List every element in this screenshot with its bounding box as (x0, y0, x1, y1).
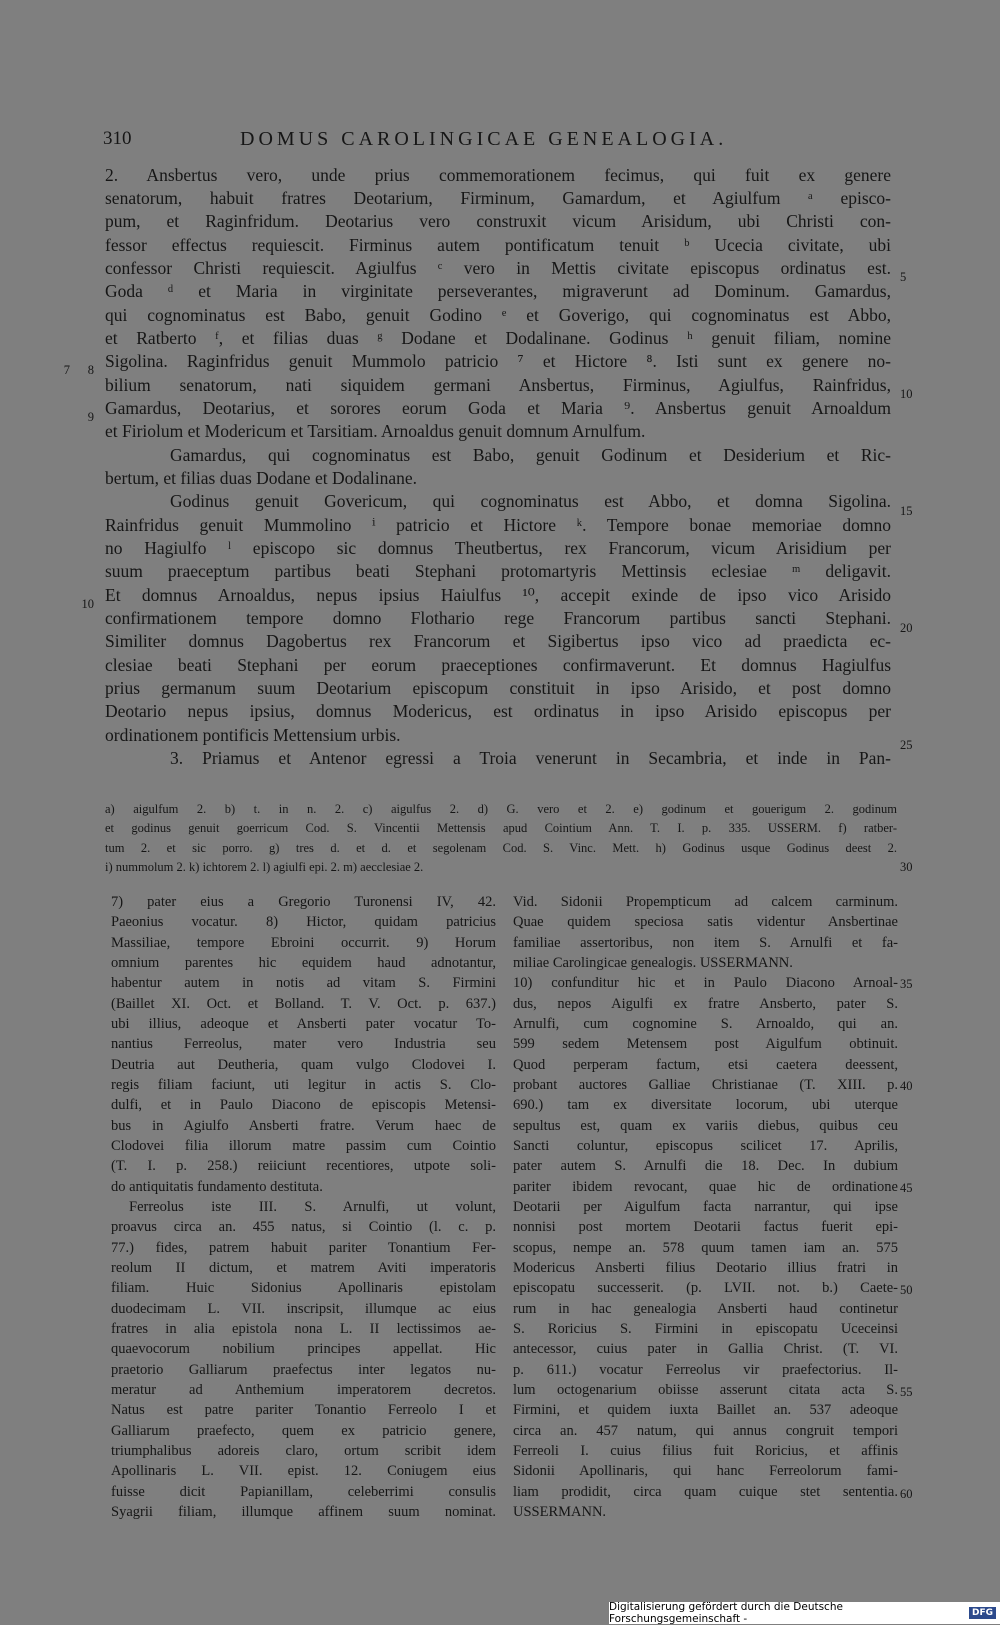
line-number: 50 (900, 1283, 913, 1297)
note-line: nonnisi post mortem Deotarii factus fuerit epi- (513, 1219, 898, 1235)
note-line: proavus circa an. 455 natus, si Cointio (l. c. p. (111, 1219, 496, 1235)
main-text-line: senatorum, habuit fratres Deotarium, Firminum, Gamardum, et Agiulfum ᵃ episco- (105, 188, 891, 208)
note-line: duodecimam L. VII. inscripsit, illumque ac eius (111, 1301, 496, 1317)
line-number: 45 (900, 1181, 913, 1195)
main-text-line: et Ratberto ᶠ, et filias duas ᵍ Dodane et Dodalinane. Godinus ʰ genuit filiam, nomine (105, 328, 891, 348)
running-title: DOMUS CAROLINGICAE GENEALOGIA. (240, 128, 728, 150)
note-line: probant auctores Galliae Christianae (T. XIII. p. (513, 1077, 898, 1093)
note-line: S. Roricius S. Firmini in episcopatu Uceceinsi (513, 1321, 898, 1337)
note-line: Galliarum praefecto, quem ex patricio genere, (111, 1423, 496, 1439)
line-number: 30 (900, 860, 913, 874)
note-line: bus in Agiulfo Ansberti fratre. Verum haec de (111, 1118, 496, 1134)
digitization-credit-banner (609, 1602, 1000, 1624)
main-text-line: Gamardus, qui cognominatus est Babo, genuit Godinum et Desiderium et Ric- (170, 445, 891, 465)
note-line: praetorio Galliarum praefectus inter legatos nu- (111, 1362, 496, 1378)
note-line: 599 sedem Metensem post Aigulfum obtinuit. (513, 1036, 898, 1052)
main-text-line: no Hagiulfo ˡ episcopo sic domnus Theutbertus, rex Francorum, vicum Arisidium per (105, 538, 891, 558)
main-text-line: fessor effectus requiescit. Firminus autem pontificatum tenuit ᵇ Ucecia civitate, ubi (105, 235, 891, 255)
note-line: p. 611.) vocatur Ferreolus vir praefectorius. Il- (513, 1362, 898, 1378)
note-line: Clodovei filia illorum matre passim cum Cointio (111, 1138, 496, 1154)
note-line: 7) pater eius a Gregorio Turonensi IV, 42. (111, 894, 496, 910)
line-number: 55 (900, 1385, 913, 1399)
note-line: Arnulfi, cum cognomine S. Arnoaldo, qui an. (513, 1016, 898, 1032)
note-line: Ferreoli I. cuius filius fuit Roricius, et affinis (513, 1443, 898, 1459)
main-text-line: et Firiolum et Modericum et Tarsitiam. Arnoaldus genuit domnum Arnulfum. (105, 421, 646, 441)
note-line: nantius Ferreolus, mater vero Industria seu (111, 1036, 496, 1052)
note-line: pater autem S. Arnulfi die 18. Dec. In dubium (513, 1158, 898, 1174)
note-line: Modericus Ansberti filius Deotario illius fratri in (513, 1260, 898, 1276)
note-line: familiae assertoribus, non item S. Arnulfi et fa- (513, 935, 898, 951)
main-text-line: ordinationem pontificis Mettensium urbis. (105, 725, 401, 745)
apparatus-line: i) nummolum 2. k) ichtorem 2. l) agiulfi epi. 2. m) aecclesiae 2. (105, 860, 424, 874)
note-line: sepultus est, quam ex variis diebus, quibus ceu (513, 1118, 898, 1134)
note-line: episcopatu successerit. (p. LVII. not. b.) Caete- (513, 1280, 898, 1296)
main-text-line: confessor Christi requiescit. Agiulfus ᶜ vero in Mettis civitate episcopus ordinatus est. (105, 258, 891, 278)
note-line: Firmini, et quidem iuxta Baillet an. 537 adeoque (513, 1402, 898, 1418)
note-line: Quod perperam factum, etsi caetera deessent, (513, 1057, 898, 1073)
note-line: rum in hac genealogia Ansberti haud continetur (513, 1301, 898, 1317)
note-line: 10) confunditur hic et in Paulo Diacono Arnoal- (513, 975, 898, 991)
main-text-line: qui cognominatus est Babo, genuit Godino ᵉ et Goverigo, qui cognominatus est Abbo, (105, 305, 891, 325)
note-line: Paeonius vocatur. 8) Hictor, quidam patricius (111, 914, 496, 930)
note-line: antecessor, cuius pater in Gallia Christ. (T. VI. (513, 1341, 898, 1357)
note-line: Ferreolus iste III. S. Arnulfi, ut volunt, (129, 1199, 496, 1215)
main-text-line: bilium senatorum, nati siquidem germani Ansbertus, Firminus, Agiulfus, Rainfridus, (105, 375, 891, 395)
note-line: Deotarii per Aigulfum facta narrantur, qui ipse (513, 1199, 898, 1215)
note-line: Massiliae, tempore Ebroini occurrit. 9) Horum (111, 935, 496, 951)
note-line: reolum II dictum, et matrem Aviti imperatoris (111, 1260, 496, 1276)
main-text-line: Goda ᵈ et Maria in virginitate perseverantes, migraverunt ad Dominum. Gamardus, (105, 281, 891, 301)
main-text-line: confirmationem tempore domno Flothario rege Francorum partibus sancti Stephani. (105, 608, 891, 628)
note-line: 77.) fides, patrem habuit pariter Tonantium Fer- (111, 1240, 496, 1256)
main-text-line: pum, et Raginfridum. Deotarius vero construxit vicum Arisidum, ubi Christi con- (105, 211, 891, 231)
note-line: 690.) tam ex diversitate locorum, ubi uterque (513, 1097, 898, 1113)
note-line: scopus, nempe an. 578 quum tamen iam an. 575 (513, 1240, 898, 1256)
note-line: circa an. 457 natum, qui annus congruit tempori (513, 1423, 898, 1439)
main-text-line: Godinus genuit Govericum, qui cognominatus est Abbo, et domna Sigolina. (170, 491, 891, 511)
line-number: 15 (900, 504, 913, 518)
main-text-line: 2. Ansbertus vero, unde prius commemorationem fecimus, qui fuit ex genere (105, 165, 891, 185)
note-line: regis filiam faciunt, uti legitur in actis S. Clo- (111, 1077, 496, 1093)
source-line-number: 9 (87, 410, 94, 424)
line-number: 35 (900, 977, 913, 991)
note-line: Apollinaris L. VII. epist. 12. Coniugem eius (111, 1463, 496, 1479)
line-number: 5 (900, 270, 907, 284)
note-line: liam prodidit, circa quam cuique stet sententia. (513, 1484, 898, 1500)
main-text-line: Rainfridus genuit Mummolino ⁱ patricio et Hictore ᵏ. Tempore bonae memoriae domno (105, 515, 891, 535)
note-line: USSERMANN. (513, 1504, 607, 1520)
source-line-number: 7 (63, 363, 70, 377)
line-number: 10 (900, 387, 913, 401)
note-line: quaevocorum nobilium principes appellat. Hic (111, 1341, 496, 1357)
dfg-logo-icon: DFG (969, 1607, 996, 1619)
main-text-line: bertum, et filias duas Dodane et Dodalinane. (105, 468, 417, 488)
note-line: (Baillet XI. Oct. et Bolland. T. V. Oct. p. 637.) (111, 996, 496, 1012)
digitization-credit-text: Digitalisierung gefördert durch die Deutsche Forschungsgemeinschaft - (609, 1601, 843, 1625)
note-line: Sancti coluntur, episcopus scilicet 17. Aprilis, (513, 1138, 898, 1154)
note-line: dulfi, et in Paulo Diacono de episcopis Metensi- (111, 1097, 496, 1113)
note-line: Natus est patre pariter Tonantio Ferreolo I et (111, 1402, 496, 1418)
main-text-line: Similiter domnus Dagobertus rex Francorum et Sigibertus ipso vico ad praedicta ec- (105, 631, 891, 651)
apparatus-line: tum 2. et sic porro. g) tres d. et d. et segolenam Cod. S. Vinc. Mett. h) Godinus usque Godinus deest 2. (105, 841, 897, 855)
line-number: 25 (900, 738, 913, 752)
apparatus-line: et godinus genuit goerricum Cod. S. Vincentii Mettensis apud Cointium Ann. T. I. p. 335. USSERM. f) ratber- (105, 821, 897, 835)
note-line: Deutria aut Deutheria, quam vulgo Clodovei I. (111, 1057, 496, 1073)
apparatus-line: a) aigulfum 2. b) t. in n. 2. c) aigulfus 2. d) G. vero et 2. e) godinum et gouerigum 2. godinum (105, 802, 897, 816)
note-line: habentur autem in notis ad vitam S. Firmini (111, 975, 496, 991)
main-text-line: clesiae beati Stephani per eorum praeceptiones confirmaverunt. Et domnus Hagiulfus (105, 655, 891, 675)
note-line: meratur ad Anthemium imperatorem decretos. (111, 1382, 496, 1398)
main-text-line: 3. Priamus et Antenor egressi a Troia venerunt in Secambria, et inde in Pan- (170, 748, 891, 768)
note-line: pariter ibidem revocant, quae hic de ordinatione (513, 1179, 898, 1195)
note-line: fratres in alia epistola nona L. II lectissimos ae- (111, 1321, 496, 1337)
source-line-number: 10 (81, 597, 94, 611)
main-text-line: Sigolina. Raginfridus genuit Mummolo patricio ⁷ et Hictore ⁸. Isti sunt ex genere no- (105, 351, 891, 371)
line-number: 20 (900, 621, 913, 635)
source-line-number: 8 (87, 363, 94, 377)
note-line: (T. I. p. 258.) reiiciunt recentiores, utpote soli- (111, 1158, 496, 1174)
page-number: 310 (103, 128, 132, 149)
note-line: miliae Carolingicae genealogis. USSERMANN. (513, 955, 793, 971)
note-line: Quae quidem speciosa satis videntur Ansbertinae (513, 914, 898, 930)
line-number: 60 (900, 1487, 913, 1501)
note-line: Syagrii filiam, illumque affinem suum nominat. (111, 1504, 496, 1520)
main-text-line: prius germanum suum Deotarium episcopum constituit in ipso Arisido, et post domno (105, 678, 891, 698)
note-line: triumphalibus adoreis claro, ortum scribit idem (111, 1443, 496, 1459)
note-line: omnium parentes hic equidem haud adnotantur, (111, 955, 496, 971)
note-line: fuisse dicit Papianillam, celeberrimi consulis (111, 1484, 496, 1500)
note-line: do antiquitatis fundamento destituta. (111, 1179, 323, 1195)
main-text-line: Gamardus, Deotarius, et sorores eorum Goda et Maria ⁹. Ansbertus genuit Arnoaldum (105, 398, 891, 418)
note-line: Vid. Sidonii Propempticum ad calcem carminum. (513, 894, 898, 910)
note-line: dus, nepos Aigulfi ex fratre Ansberto, pater S. (513, 996, 898, 1012)
main-text-line: Deotario nepus ipsius, domnus Modericus, est ordinatus in ipso Arisido episcopus per (105, 701, 891, 721)
note-line: lum octogenarium obiisse asserunt citata acta S. (513, 1382, 898, 1398)
note-line: Sidonii Apollinaris, qui hanc Ferreolorum fami- (513, 1463, 898, 1479)
note-line: filiam. Huic Sidonius Apollinaris epistolam (111, 1280, 496, 1296)
line-number: 40 (900, 1079, 913, 1093)
main-text-line: Et domnus Arnoaldus, nepus ipsius Haiulfus ¹⁰, accepit exinde de ipso vico Arisido (105, 585, 891, 605)
note-line: ubi illius, adeoque et Ansberti pater vocatur To- (111, 1016, 496, 1032)
main-text-line: suum praeceptum partibus beati Stephani protomartyris Mettinsis eclesiae ᵐ deligavit. (105, 561, 891, 581)
